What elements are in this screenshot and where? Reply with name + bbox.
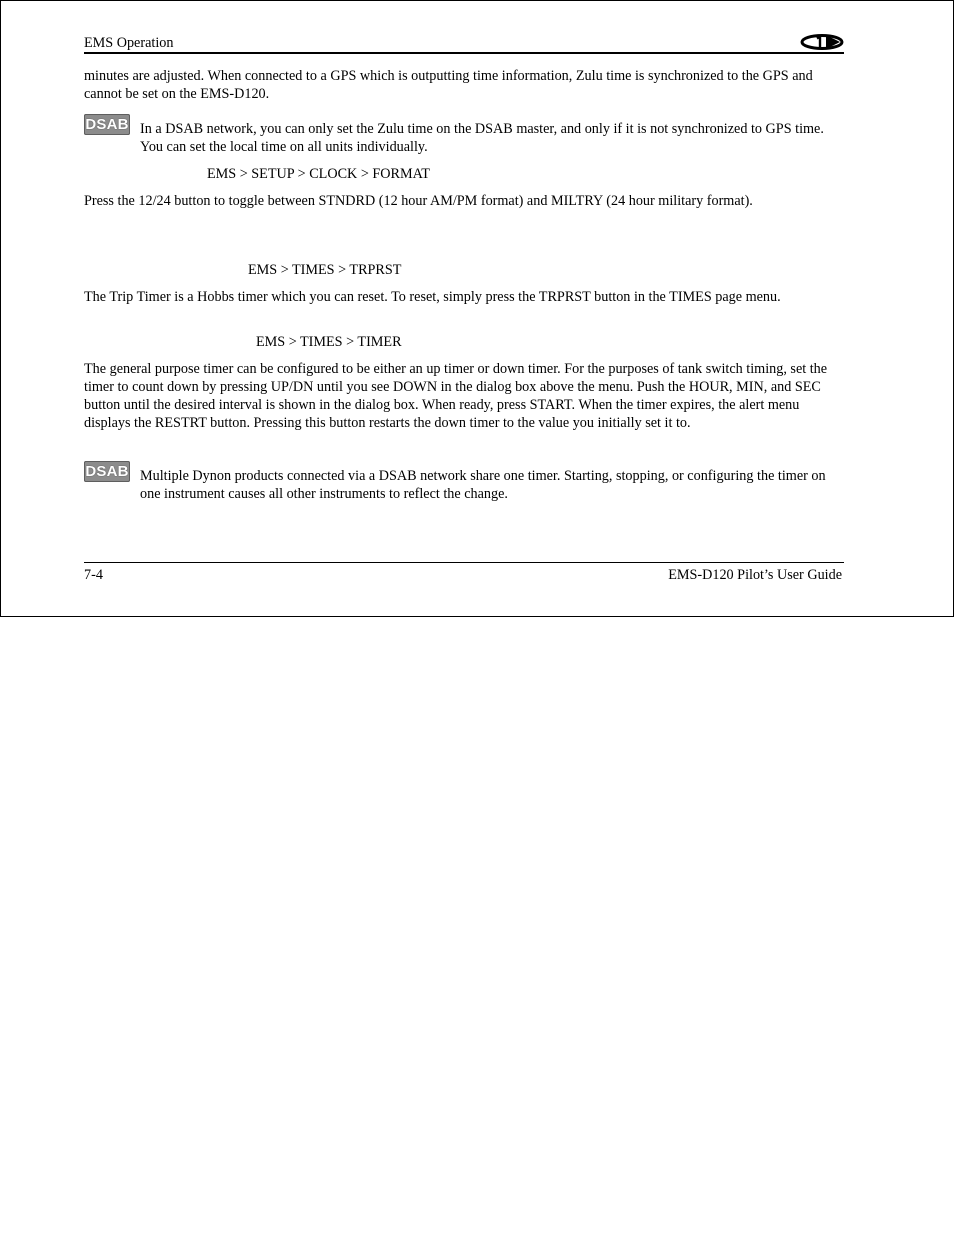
footer-rule [84,562,844,563]
menu-path-clock-format: EMS > SETUP > CLOCK > FORMAT [207,166,430,182]
dsab-icon-label: DSAB [85,463,129,480]
menu-path-timer: EMS > TIMES > TIMER [256,334,402,350]
dsab-icon-label: DSAB [85,116,129,133]
footer-page-number: 7-4 [84,567,103,583]
header-rule [84,52,844,54]
paragraph-clock-format: Press the 12/24 button to toggle between STNDRD (12 hour AM/PM format) and MILTRY (24 hour military format). [84,193,753,209]
note-dsab-zulu: In a DSAB network, you can only set the Zulu time on the DSAB master, and only if it is not synchronized to GPS time. You can set the local time on all units individually. [140,121,824,155]
paragraph-trip-timer: The Trip Timer is a Hobbs timer which you can reset. To reset, simply press the TRPRST button in the TIMES page menu. [84,289,781,305]
dsab-icon [84,114,130,135]
dsab-icon [84,461,130,482]
footer-guide-title: EMS-D120 Pilot’s User Guide [668,567,842,583]
note-dsab-timer: Multiple Dynon products connected via a DSAB network share one timer. Starting, stopping, or configuring the timer on one instrument causes all other instruments to reflect the change. [140,468,826,502]
header-section-title: EMS Operation [84,35,174,51]
menu-path-trprst: EMS > TIMES > TRPRST [248,262,402,278]
paragraph-gps-zulu: minutes are adjusted. When connected to a GPS which is outputting time information, Zulu time is synchronized to the GPS and cannot be set on the EMS-D120. [84,68,813,102]
paragraph-general-timer: The general purpose timer can be configured to be either an up timer or down timer. For the purposes of tank switch timing, set the timer to count down by pressing UP/DN until you see DOWN in the dialog box above the menu. Push the HOUR, MIN, and SEC button until the desired interval is shown in the dialog box. When ready, press START. When the timer expires, the alert menu displays the RESTRT button. Pressing this button restarts the down timer to the value you initially set it to. [84,361,828,431]
